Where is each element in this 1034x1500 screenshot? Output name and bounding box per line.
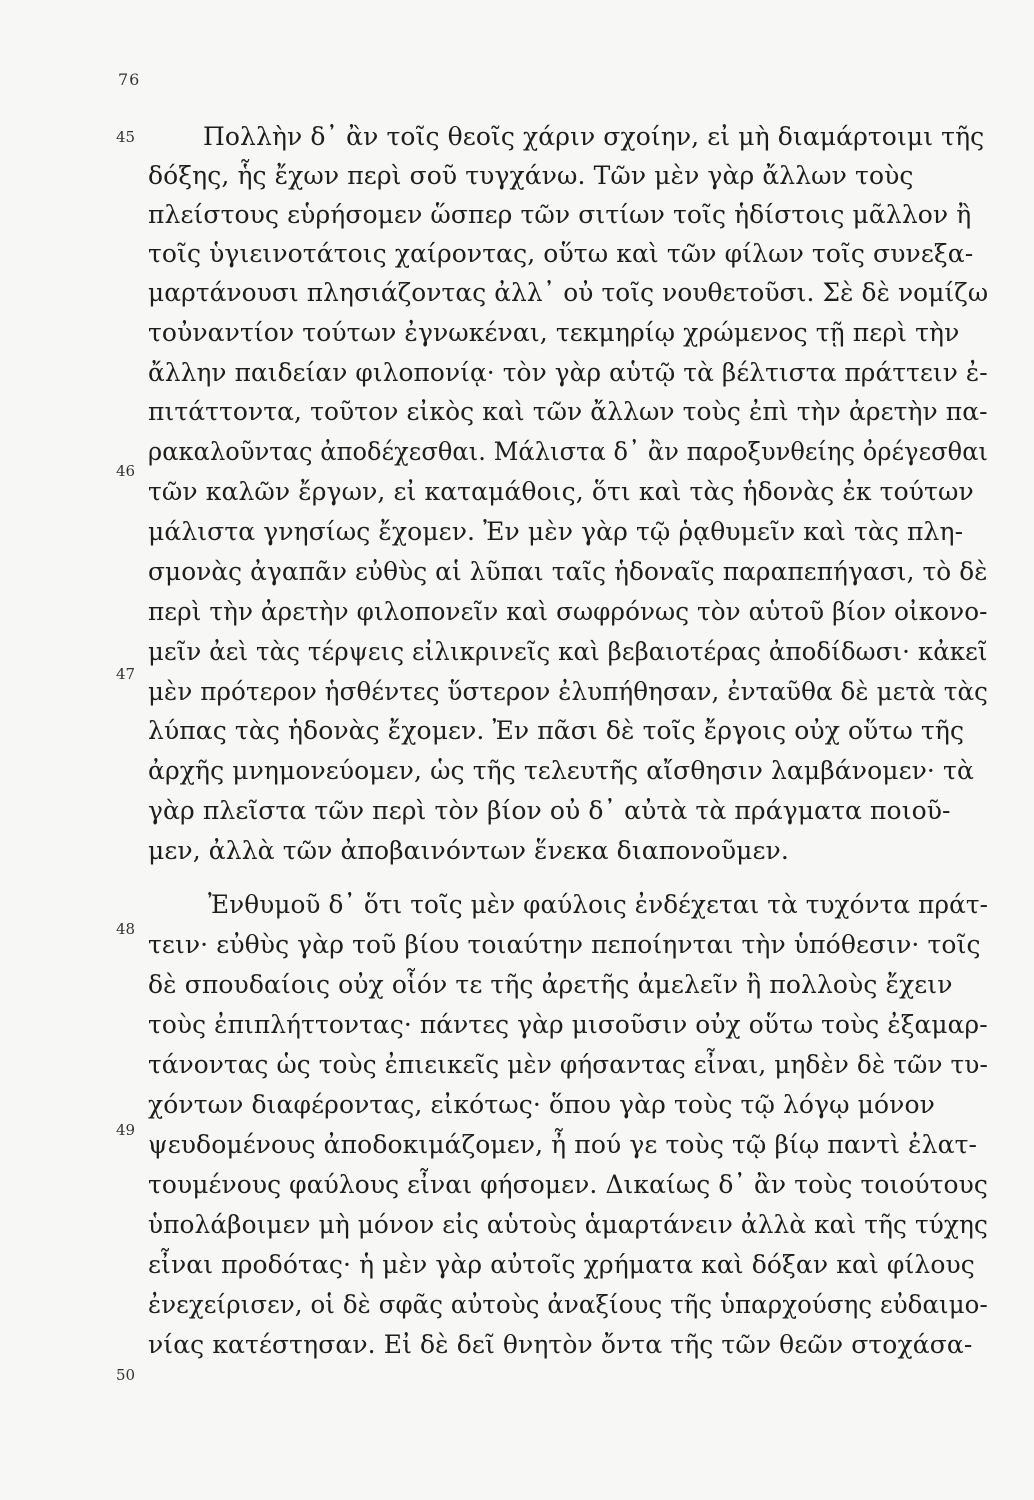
text-line: τοῖς ὑγιεινοτάτοις χαίροντας, οὕτω καὶ τῶν φίλων τοῖς συνεξα- [148, 239, 974, 268]
text-line: τῶν καλῶν ἔργων, εἰ καταμάθοις, ὅτι καὶ τὰς ἡδονὰς ἐκ τούτων [148, 477, 974, 506]
text-line: χόντων διαφέροντας, εἰκότως· ὅπου γὰρ τοὺς τῷ λόγῳ μόνον [148, 1090, 935, 1119]
text-line: τουμένους φαύλους εἶναι φήσομεν. Δικαίως δ᾽ ἂν τοὺς τοιούτους [148, 1170, 988, 1199]
text-line: Πολλὴν δ᾽ ἂν τοῖς θεοῖς χάριν σχοίην, εἰ μὴ διαμάρτοιμι τῆς [203, 122, 985, 151]
text-line: ἐνεχείρισεν, οἱ δὲ σφᾶς αὐτοὺς ἀναξίους τῆς ὑπαρχούσης εὐδαιμο- [148, 1290, 988, 1319]
section-number: 47 [116, 665, 136, 683]
text-line: μεῖν ἀεὶ τὰς τέρψεις εἰλικρινεῖς καὶ βεβαιοτέρας ἀποδίδωσι· κἀκεῖ [148, 637, 988, 666]
text-line: ψευδομένους ἀποδοκιμάζομεν, ἦ πού γε τοὺς τῷ βίῳ παντὶ ἐλατ- [148, 1130, 978, 1159]
text-line: Ἐνθυμοῦ δ᾽ ὅτι τοῖς μὲν φαύλοις ἐνδέχεται τὰ τυχόντα πράτ- [208, 890, 989, 919]
section-number: 48 [116, 920, 136, 938]
text-line: ρακαλοῦντας ἀποδέχεσθαι. Μάλιστα δ᾽ ἂν παροξυνθείης ὀρέγεσθαι [148, 437, 989, 466]
text-line: τάνοντας ὡς τοὺς ἐπιεικεῖς μὲν φήσαντας εἶναι, μηδὲν δὲ τῶν τυ- [148, 1050, 988, 1079]
text-line: δόξης, ἧς ἔχων περὶ σοῦ τυγχάνω. Τῶν μὲν γὰρ ἄλλων τοὺς [148, 161, 914, 190]
text-line: μεν, ἀλλὰ τῶν ἀποβαινόντων ἕνεκα διαπονοῦμεν. [148, 836, 789, 865]
text-line: τοὺς ἐπιπλήττοντας· πάντες γὰρ μισοῦσιν οὐχ οὕτω τοὺς ἐξαμαρ- [148, 1010, 988, 1039]
text-line: λύπας τὰς ἡδονὰς ἔχομεν. Ἐν πᾶσι δὲ τοῖς ἔργοις οὐχ οὕτω τῆς [148, 716, 965, 745]
text-line: νίας κατέστησαν. Εἰ δὲ δεῖ θνητὸν ὄντα τῆς τῶν θεῶν στοχάσα- [148, 1330, 973, 1359]
text-line: μάλιστα γνησίως ἔχομεν. Ἐν μὲν γὰρ τῷ ῥᾳθυμεῖν καὶ τὰς πλη- [148, 517, 964, 546]
section-number: 50 [116, 1366, 136, 1384]
text-line: τοὐναντίον τούτων ἐγνωκέναι, τεκμηρίῳ χρώμενος τῇ περὶ τὴν [148, 318, 960, 347]
text-line: μὲν πρότερον ἡσθέντες ὕστερον ἐλυπήθησαν, ἐνταῦθα δὲ μετὰ τὰς [148, 677, 989, 706]
text-line: ἀρχῆς μνημονεύομεν, ὡς τῆς τελευτῆς αἴσθησιν λαμβάνομεν· τὰ [148, 756, 974, 785]
text-line: τειν· εὐθὺς γὰρ τοῦ βίου τοιαύτην πεποίηνται τὴν ὑπόθεσιν· τοῖς [148, 930, 981, 959]
text-line: ἄλλην παιδείαν φιλοπονίᾳ· τὸν γὰρ αὑτῷ τὰ βέλτιστα πράττειν ἐ- [148, 358, 988, 387]
text-line: εἶναι προδότας· ἡ μὲν γὰρ αὐτοῖς χρήματα καὶ δόξαν καὶ φίλους [148, 1250, 975, 1279]
text-line: περὶ τὴν ἀρετὴν φιλοπονεῖν καὶ σωφρόνως τὸν αὑτοῦ βίον οἰκονο- [148, 597, 988, 626]
text-line: σμονὰς ἀγαπᾶν εὐθὺς αἱ λῦπαι ταῖς ἡδοναῖς παραπεπήγασι, τὸ δὲ [148, 557, 988, 586]
text-line: πλείστους εὑρήσομεν ὥσπερ τῶν σιτίων τοῖς ἡδίστοις μᾶλλον ἢ [148, 200, 972, 229]
text-line: πιτάττοντα, τοῦτον εἰκὸς καὶ τῶν ἄλλων τοὺς ἐπὶ τὴν ἀρετὴν πα- [148, 397, 988, 426]
section-number: 45 [116, 128, 136, 146]
page-number: 76 [118, 70, 141, 89]
text-line: δὲ σπουδαίοις οὐχ οἷόν τε τῆς ἀρετῆς ἀμελεῖν ἢ πολλοὺς ἔχειν [148, 970, 953, 999]
section-number: 49 [116, 1121, 136, 1139]
text-line: ὑπολάβοιμεν μὴ μόνον εἰς αὑτοὺς ἁμαρτάνειν ἀλλὰ καὶ τῆς τύχης [148, 1210, 988, 1239]
text-line: γὰρ πλεῖστα τῶν περὶ τὸν βίον οὐ δ᾽ αὐτὰ τὰ πράγματα ποιοῦ- [148, 796, 951, 825]
text-line: μαρτάνουσι πλησιάζοντας ἀλλ᾽ οὐ τοῖς νουθετοῦσι. Σὲ δὲ νομίζω [148, 278, 989, 307]
section-number: 46 [116, 462, 136, 480]
